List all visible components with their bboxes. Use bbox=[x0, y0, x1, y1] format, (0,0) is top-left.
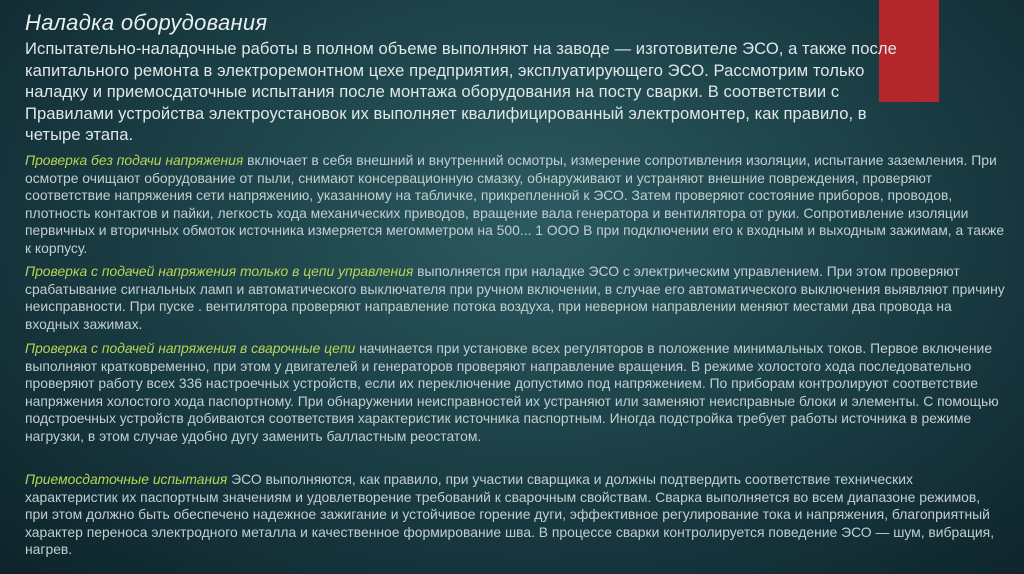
section-text: выполняется при наладке ЭСО с электрическим управлением. При этом проверяют срабатывание сигнальных ламп и автоматического выключателя при ручном включении, в случае его автоматического выключения выявляют причину неисправности. При пуске . вентилятора проверяют направление потока воздуха, при неверном направлении меняют местами два провода на входных зажимах. bbox=[25, 263, 1005, 332]
slide-title: Наладка оборудования bbox=[25, 10, 268, 35]
section-no-voltage-check bbox=[25, 152, 1005, 257]
section-heading: Проверка с подачей напряжения только в цепи управления bbox=[25, 263, 414, 279]
intro-paragraph: Испытательно-наладочные работы в полном объеме выполняют на заводе — изготовителе ЭСО, а также после капитального ремонта в электроремонтном цехе предприятия, эксплуатирующего ЭСО. Рассмотрим только наладку и приемосдаточные испытания после монтажа оборудования на посту сварки. В соответствии с Правилами устройства электроустановок их выполняет квалифицированный электромонтер, как правило, в четыре этапа. bbox=[25, 39, 897, 144]
section-text: начинается при установке всех регуляторов в положение минимальных токов. Первое включение выполняют кратковременно, при этом у двигателей и генераторов проверяют направление вращения. В режиме холостого хода последовательно проверяют работу всех 336 настроечных устройств, если их переключение допустимо под напряжением. По приборам контролируют соответствие напряжения холостого хода паспортному. При обнаружении неисправностей их устраняют или заменяют неисправные блоки и элементы. С помощью подстроечных устройств добиваются соответствия характеристик источника паспортным. Иногда подстройка требует работы источника в режиме нагрузки, в этом случае удобно дугу заменить балластным реостатом. bbox=[25, 340, 999, 444]
section-control-circuit-check bbox=[25, 263, 1005, 333]
section-text: включает в себя внешний и внутренний осмотры, измерение сопротивления изоляции, испытание заземления. При осмотре очищают оборудование от пыли, снимают консервационную смазку, обнаруживают и устраняют внешние повреждения, проверяют соответствие напряжения сети напряжению, указанному на табличке, прикрепленной к ЭСО. Затем проверяют состояние приборов, проводов, плотность контактов и пайки, легкость хода механических приводов, вращение вала генератора и вентилятора от руки. Сопротивление изоляции первичных и вторичных обмоток источника измеряется мегомметром на 500... 1 ООО В при подключении его к входным и выходным зажимам, а также к корпусу. bbox=[25, 152, 1005, 256]
section-text: ЭСО выполняются, как правило, при участии сварщика и должны подтвердить соответствие технических характеристик их паспортным значениям и удовлетворение требований к сварочным свойствам. Сварка выполняется во всем диапазоне режимов, при этом должно быть обеспечено надежное зажигание и устойчивое горение дуги, эффективное регулирование тока и напряжения, благоприятный характер переноса электродного металла и качественное формирование шва. В процессе сварки контролируется поведение ЭСО — шум, вибрация, нагрев. bbox=[25, 471, 995, 557]
section-welding-circuit-check bbox=[25, 340, 1005, 445]
section-heading: Проверка без подачи напряжения bbox=[25, 152, 244, 168]
section-heading: Проверка с подачей напряжения в сварочные цепи bbox=[25, 340, 356, 356]
section-heading: Приемосдаточные испытания bbox=[25, 471, 228, 487]
section-acceptance-tests bbox=[25, 471, 1005, 559]
